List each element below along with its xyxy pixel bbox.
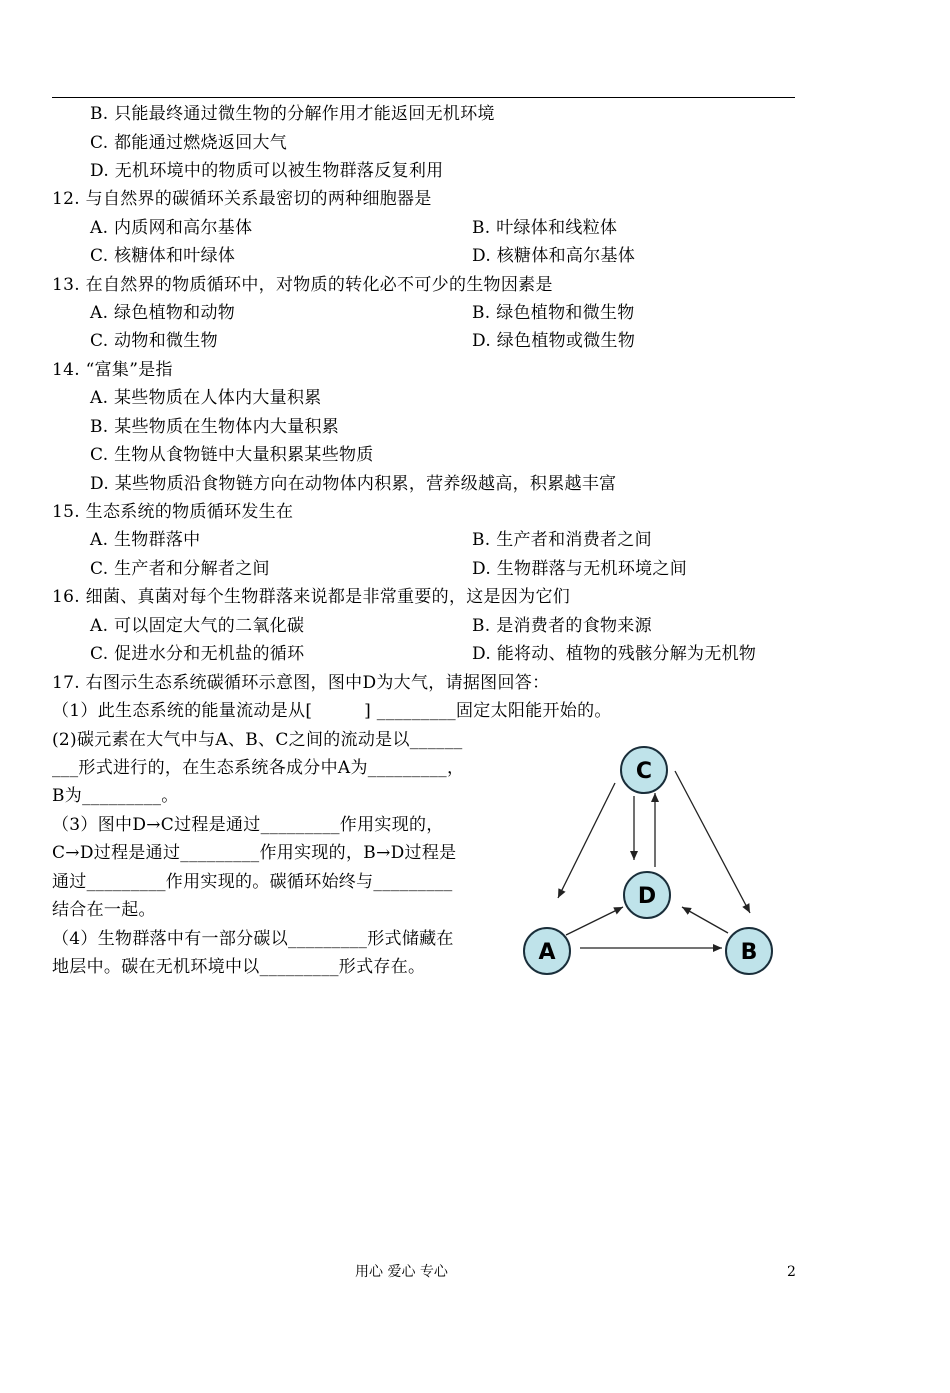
- q11-option-b: B. 只能最终通过微生物的分解作用才能返回无机环境: [90, 104, 495, 124]
- q17-part4-line1: （4）生物群落中有一部分碳以_________形式储藏在: [52, 929, 454, 949]
- q16-option-c: C. 促进水分和无机盐的循环: [90, 644, 305, 664]
- q15-option-d: D. 生物群落与无机环境之间: [472, 559, 688, 579]
- q16-option-b: B. 是消费者的食物来源: [472, 616, 652, 636]
- arrow-c-to-b: [675, 771, 750, 913]
- q17-part3-line4: 结合在一起。: [52, 900, 156, 920]
- q13-option-c: C. 动物和微生物: [90, 331, 218, 351]
- q14-option-d: D. 某些物质沿食物链方向在动物体内积累，营养级越高，积累越丰富: [90, 474, 617, 494]
- q17-part4-line2: 地层中。碳在无机环境中以_________形式存在。: [52, 957, 426, 977]
- q16-option-a: A. 可以固定大气的二氧化碳: [90, 616, 305, 636]
- q12-stem: 12. 与自然界的碳循环关系最密切的两种细胞器是: [52, 189, 432, 209]
- q16-stem: 16. 细菌、真菌对每个生物群落来说都是非常重要的，这是因为它们: [52, 587, 571, 607]
- q12-option-c: C. 核糖体和叶绿体: [90, 246, 236, 266]
- q15-option-c: C. 生产者和分解者之间: [90, 559, 270, 579]
- q15-stem: 15. 生态系统的物质循环发生在: [52, 502, 294, 522]
- arrow-a-to-d: [566, 907, 623, 935]
- q15-option-a: A. 生物群落中: [90, 530, 201, 550]
- q17-part2-line3: B为_________。: [52, 786, 179, 806]
- q16-option-d: D. 能将动、植物的残骸分解为无机物: [472, 644, 757, 664]
- header-rule: [52, 97, 795, 98]
- node-a-label: A: [538, 940, 556, 965]
- q17-stem: 17. 右图示生态系统碳循环示意图，图中D为大气，请据图回答：: [52, 673, 550, 693]
- q12-option-a: A. 内质网和高尔基体: [90, 218, 253, 238]
- q14-option-c: C. 生物从食物链中大量积累某些物质: [90, 445, 374, 465]
- q17-part3-line2: C→D过程是通过_________作用实现的，B→D过程是: [52, 843, 457, 863]
- q17-part2-line2: ___形式进行的，在生态系统各成分中A为_________，: [52, 758, 465, 778]
- q13-stem: 13. 在自然界的物质循环中，对物质的转化必不可少的生物因素是: [52, 275, 553, 295]
- node-c-label: C: [635, 759, 653, 784]
- q13-option-a: A. 绿色植物和动物: [90, 303, 236, 323]
- footer-slogan: 用心 爱心 专心: [355, 1264, 448, 1280]
- q17-part3-line1: （3）图中D→C过程是通过_________作用实现的，: [52, 815, 444, 835]
- q11-option-c: C. 都能通过燃烧返回大气: [90, 133, 288, 153]
- page-number: 2: [787, 1264, 796, 1280]
- q14-stem: 14. “富集”是指: [52, 360, 173, 380]
- q13-option-b: B. 绿色植物和微生物: [472, 303, 635, 323]
- q14-option-a: A. 某些物质在人体内大量积累: [90, 388, 322, 408]
- q15-option-b: B. 生产者和消费者之间: [472, 530, 652, 550]
- q13-option-d: D. 绿色植物或微生物: [472, 331, 636, 351]
- arrow-c-to-a: [558, 783, 615, 898]
- q11-option-d: D. 无机环境中的物质可以被生物群落反复利用: [90, 161, 444, 181]
- node-d-label: D: [637, 884, 657, 909]
- node-b-label: B: [740, 940, 758, 965]
- arrow-b-to-d: [682, 907, 728, 933]
- q12-option-d: D. 核糖体和高尔基体: [472, 246, 636, 266]
- q17-part2-line1: (2)碳元素在大气中与A、B、C之间的流动是以______: [52, 730, 463, 750]
- q12-option-b: B. 叶绿体和线粒体: [472, 218, 618, 238]
- q17-part1: （1）此生态系统的能量流动是从[ ] _________固定太阳能开始的。: [52, 701, 612, 721]
- q17-part3-line3: 通过_________作用实现的。碳循环始终与_________: [52, 872, 453, 892]
- q14-option-b: B. 某些物质在生物体内大量积累: [90, 417, 340, 437]
- carbon-cycle-diagram: [510, 735, 790, 990]
